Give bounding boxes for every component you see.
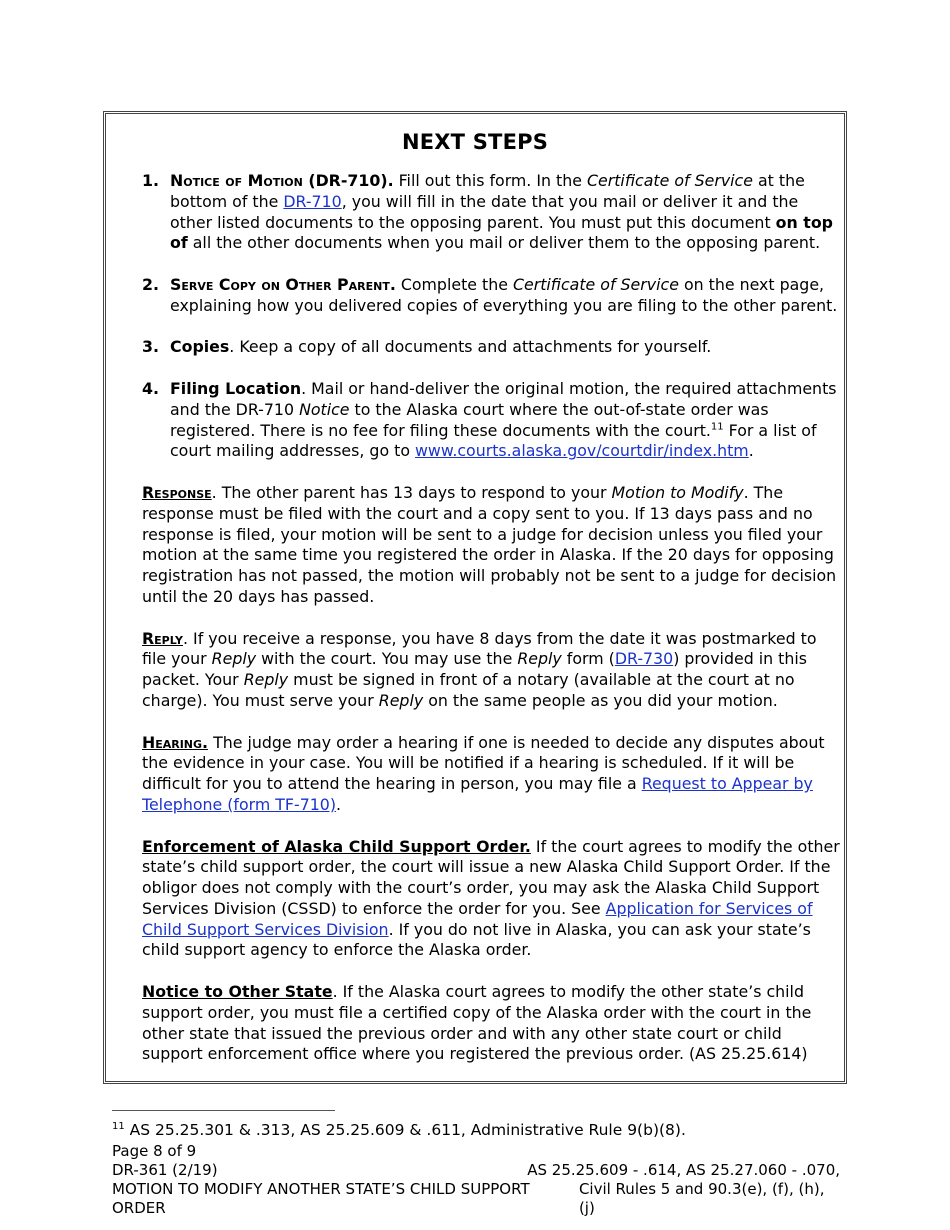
step-italic: Certificate of Service <box>587 171 753 190</box>
para-text: . If the Alaska court agrees to modify the other state’s child support order, you must file a certified copy of the Alaska order with the court in the other state that issued the previous order and with any other state court or child support enforcement office where you registered the previous order. (AS 25.25.614) <box>142 982 812 1064</box>
step-number: 1. <box>142 171 159 190</box>
notice-paragraph <box>142 982 842 1065</box>
para-italic: Reply <box>517 649 562 669</box>
step-heading: Copies <box>170 337 230 357</box>
hearing-paragraph <box>142 733 842 816</box>
reply-heading: Reply <box>142 628 184 648</box>
para-text: . <box>336 794 342 814</box>
content <box>142 171 842 1086</box>
page-title: NEXT STEPS <box>401 130 549 154</box>
para-italic: Reply <box>378 690 424 710</box>
para-text: If the court agrees to modify the other state’s child support order, the court will issue a new Alaska Child Support Order. If the obligor does not comply with the court’s order, you may ask the Alaska Child Support Services Division (CSSD) to enforce the order for you. See <box>142 836 840 918</box>
footnote-number: 11 <box>112 1120 125 1132</box>
step-text: all the other documents when you mail or deliver them to the opposing parent. <box>187 233 821 253</box>
footnote-ref: 11 <box>710 421 724 433</box>
para-text: ) provided in this packet. Your <box>142 649 807 690</box>
step-heading: Filing Location <box>170 378 302 398</box>
step-text: . <box>748 441 754 461</box>
para-text: on the same people as you did your motion. <box>423 690 778 710</box>
hearing-heading: Hearing. <box>142 732 209 752</box>
enforcement-heading: Enforcement of Alaska Child Support Order. <box>142 836 531 856</box>
step-text: on the next page, explaining how you delivered copies of everything you are filing to the other parent. <box>170 274 838 315</box>
dr-710-link[interactable]: DR-710 <box>283 191 342 211</box>
step-heading: Notice of Motion (DR-710). <box>170 171 394 190</box>
step-text: . Mail or hand-deliver the original motion, the required attachments and the DR-710 <box>170 378 837 419</box>
para-text: The judge may order a hearing if one is needed to decide any disputes about the evidence in your case. You will be notified if a hearing is scheduled. If it will be difficult for you to attend the hearing in person, you may file a <box>142 732 825 794</box>
para-text: form ( <box>561 649 615 669</box>
notice-heading: Notice to Other State <box>142 982 333 1002</box>
step-number: 3. <box>142 337 159 357</box>
para-italic: Reply <box>243 670 289 690</box>
footer-line-3 <box>112 1180 840 1218</box>
step-bold: on top of <box>170 212 833 253</box>
step-text: For a list of court mailing addresses, go to <box>170 420 817 461</box>
footnote-separator <box>112 1110 335 1111</box>
cssd-application-link[interactable]: Application for Services of Child Support Services Division <box>142 898 813 939</box>
step-serve-copy <box>142 275 842 317</box>
enforcement-paragraph <box>142 837 842 962</box>
next-steps-box <box>103 111 847 1084</box>
step-text: Fill out this form. In the <box>393 171 587 190</box>
step-text: , you will fill in the date that you mail or deliver it and the other listed documents to the opposing parent. You must put this document <box>170 191 799 232</box>
footnote <box>112 1121 840 1140</box>
para-text: . If you receive a response, you have 8 days from the date it was postmarked to file your <box>142 628 817 669</box>
step-text: at the bottom of the <box>170 171 805 211</box>
step-italic: Notice <box>299 399 350 419</box>
civil-rules: Civil Rules 5 and 90.3(e), (f), (h), (j) <box>578 1180 825 1217</box>
step-number: 2. <box>142 274 159 294</box>
para-text: . The response must be filed with the court and a copy sent to you. If 13 days pass and no response is filed, your motion will be sent to a judge for decision unless you filed your motion at the same time you registered the order in Alaska. If the 20 days for opposing registration has not passed, the motion will probably not be sent to a judge for decision until the 20 days has passed. <box>142 482 837 606</box>
step-text: to the Alaska court where the out-of-state order was registered. There is no fee for filing these documents with the court. <box>170 399 769 440</box>
para-text: . If you do not live in Alaska, you can ask your state’s child support agency to enforce the Alaska order. <box>142 919 811 960</box>
form-number: DR-361 (2/19) <box>112 1161 218 1179</box>
step-notice-of-motion <box>142 171 842 254</box>
statute-refs: AS 25.25.609 - .614, AS 25.27.060 - .070, <box>527 1161 840 1179</box>
dr-730-link[interactable]: DR-730 <box>614 649 674 669</box>
reply-paragraph <box>142 629 842 712</box>
footer-line-2 <box>112 1161 840 1180</box>
para-italic: Reply <box>211 649 257 669</box>
page-number: Page 8 of 9 <box>112 1142 197 1160</box>
response-paragraph <box>142 483 842 608</box>
para-text: must be signed in front of a notary (available at the court at no charge). You must serve your <box>142 670 795 710</box>
para-text: . The other parent has 13 days to respond to your <box>211 482 612 502</box>
step-text: Complete the <box>395 274 513 294</box>
para-italic: Motion to Modify <box>611 482 744 502</box>
footnote-text: AS 25.25.301 & .313, AS 25.25.609 & .611, Administrative Rule 9(b)(8). <box>124 1121 686 1139</box>
step-copies <box>142 337 842 358</box>
step-filing-location <box>142 379 842 462</box>
para-text: with the court. You may use the <box>256 649 518 669</box>
step-italic: Certificate of Service <box>512 274 679 294</box>
step-number: 4. <box>142 378 159 398</box>
court-directory-link[interactable]: www.courts.alaska.gov/courtdir/index.htm <box>415 441 749 461</box>
response-heading: Response <box>142 482 212 502</box>
step-text: . Keep a copy of all documents and attachments for yourself. <box>229 337 712 357</box>
form-title: MOTION TO MODIFY ANOTHER STATE’S CHILD SUPPORT ORDER <box>112 1180 530 1217</box>
tf-710-link[interactable]: Request to Appear by Telephone (form TF-710) <box>142 774 813 814</box>
step-heading: Serve Copy on Other Parent. <box>170 274 396 294</box>
